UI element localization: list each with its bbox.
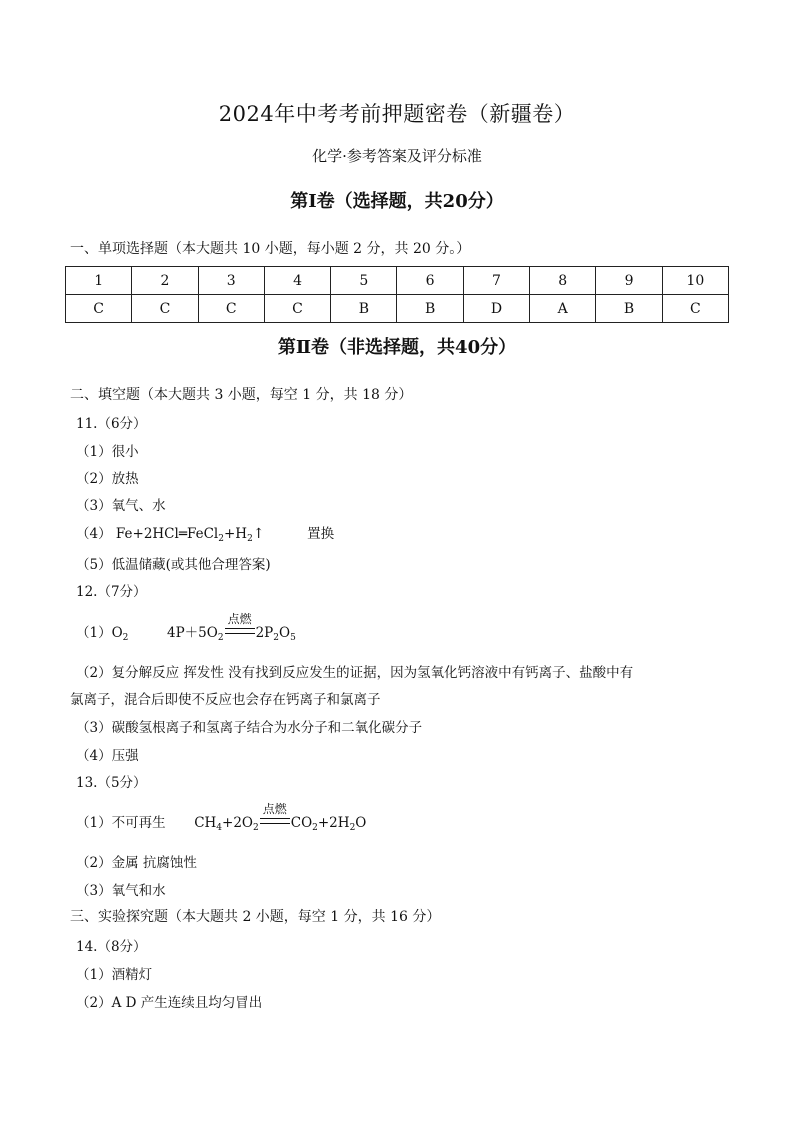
q11-answer-5: （5）低温储藏(或其他合理答案) [76,557,271,573]
table-cell: 3 [198,267,264,295]
q11-label: 11.（6分） [76,416,147,432]
section2-heading: 二、填空题（本大题共 3 小题，每空 1 分，共 18 分） [70,387,413,403]
table-row-numbers [66,267,729,295]
table-cell: B [331,295,397,323]
q14-answer-1: （1）酒精灯 [76,967,153,983]
q11-answer-3: （3）氧气、水 [76,498,166,514]
table-cell: C [662,295,728,323]
reaction-condition-equals: 点燃 [259,815,291,831]
q12-answer-2-line2: 氯离子，混合后即使不反应也会存在钙离子和氯离子 [70,692,381,708]
table-cell: 9 [596,267,662,295]
q13-answer-1: （1）不可再生 $CH_4+2O_2$ 点燃 $CO_2+2H_2O$ [76,802,367,833]
table-cell: C [264,295,330,323]
q11-answer-4-prefix: （4） [76,526,112,542]
section3-heading: 三、实验探究题（本大题共 2 小题，每空 1 分，共 16 分） [70,909,441,925]
table-cell: 4 [264,267,330,295]
q14-answer-2: （2）A D 产生连续且均匀冒出 [76,995,263,1011]
answer-table [65,266,729,323]
reaction-condition-equals: 点燃 [224,625,256,641]
q11-answer-4 [76,522,334,544]
part1-heading: 第Ⅰ卷（选择题，共20分） [290,191,504,212]
table-cell: 10 [662,267,728,295]
q11-equation: $Fe+2HCl═FeCl_2+H_2↑$ [115,526,265,544]
part2-heading: 第Ⅱ卷（非选择题，共40分） [277,337,517,358]
q11-reaction-type: 置换 [307,526,335,542]
table-row-answers [66,295,729,323]
q12-answer-2-line1: （2）复分解反应 挥发性 没有找到反应发生的证据，因为氢氧化钙溶液中有钙离子、盐酸中有 [76,665,634,681]
page-title: 2024年中考考前押题密卷（新疆卷） [218,102,576,126]
table-cell: B [596,295,662,323]
table-cell: D [463,295,529,323]
table-cell: 5 [331,267,397,295]
q12-label: 12.（7分） [76,584,147,600]
table-cell: C [198,295,264,323]
q13-answer-2: （2）金属 抗腐蚀性 [76,855,197,871]
q12-answer-4: （4）压强 [76,748,139,764]
table-cell: 2 [132,267,198,295]
page-subtitle: 化学·参考答案及评分标准 [312,147,482,165]
q13-answer-3: （3）氧气和水 [76,883,166,899]
q11-answer-1: （1）很小 [76,444,139,460]
q13-label: 13.（5分） [76,775,147,791]
table-cell: 8 [530,267,596,295]
section1-heading: 一、单项选择题（本大题共 10 小题，每小题 2 分，共 20 分。） [70,241,471,257]
table-cell: 7 [463,267,529,295]
q11-answer-2: （2）放热 [76,471,139,487]
table-cell: C [66,295,132,323]
table-cell: C [132,295,198,323]
q12-answer-1: $(1)O_2$ $4P+5O_2$ 点燃 $2P_2O_5$ [76,612,296,643]
table-cell: A [530,295,596,323]
table-cell: B [397,295,463,323]
table-cell: 1 [66,267,132,295]
q14-label: 14.（8分） [76,939,147,955]
table-cell: 6 [397,267,463,295]
q12-answer-3: （3）碳酸氢根离子和氢离子结合为水分子和二氧化碳分子 [76,720,423,736]
